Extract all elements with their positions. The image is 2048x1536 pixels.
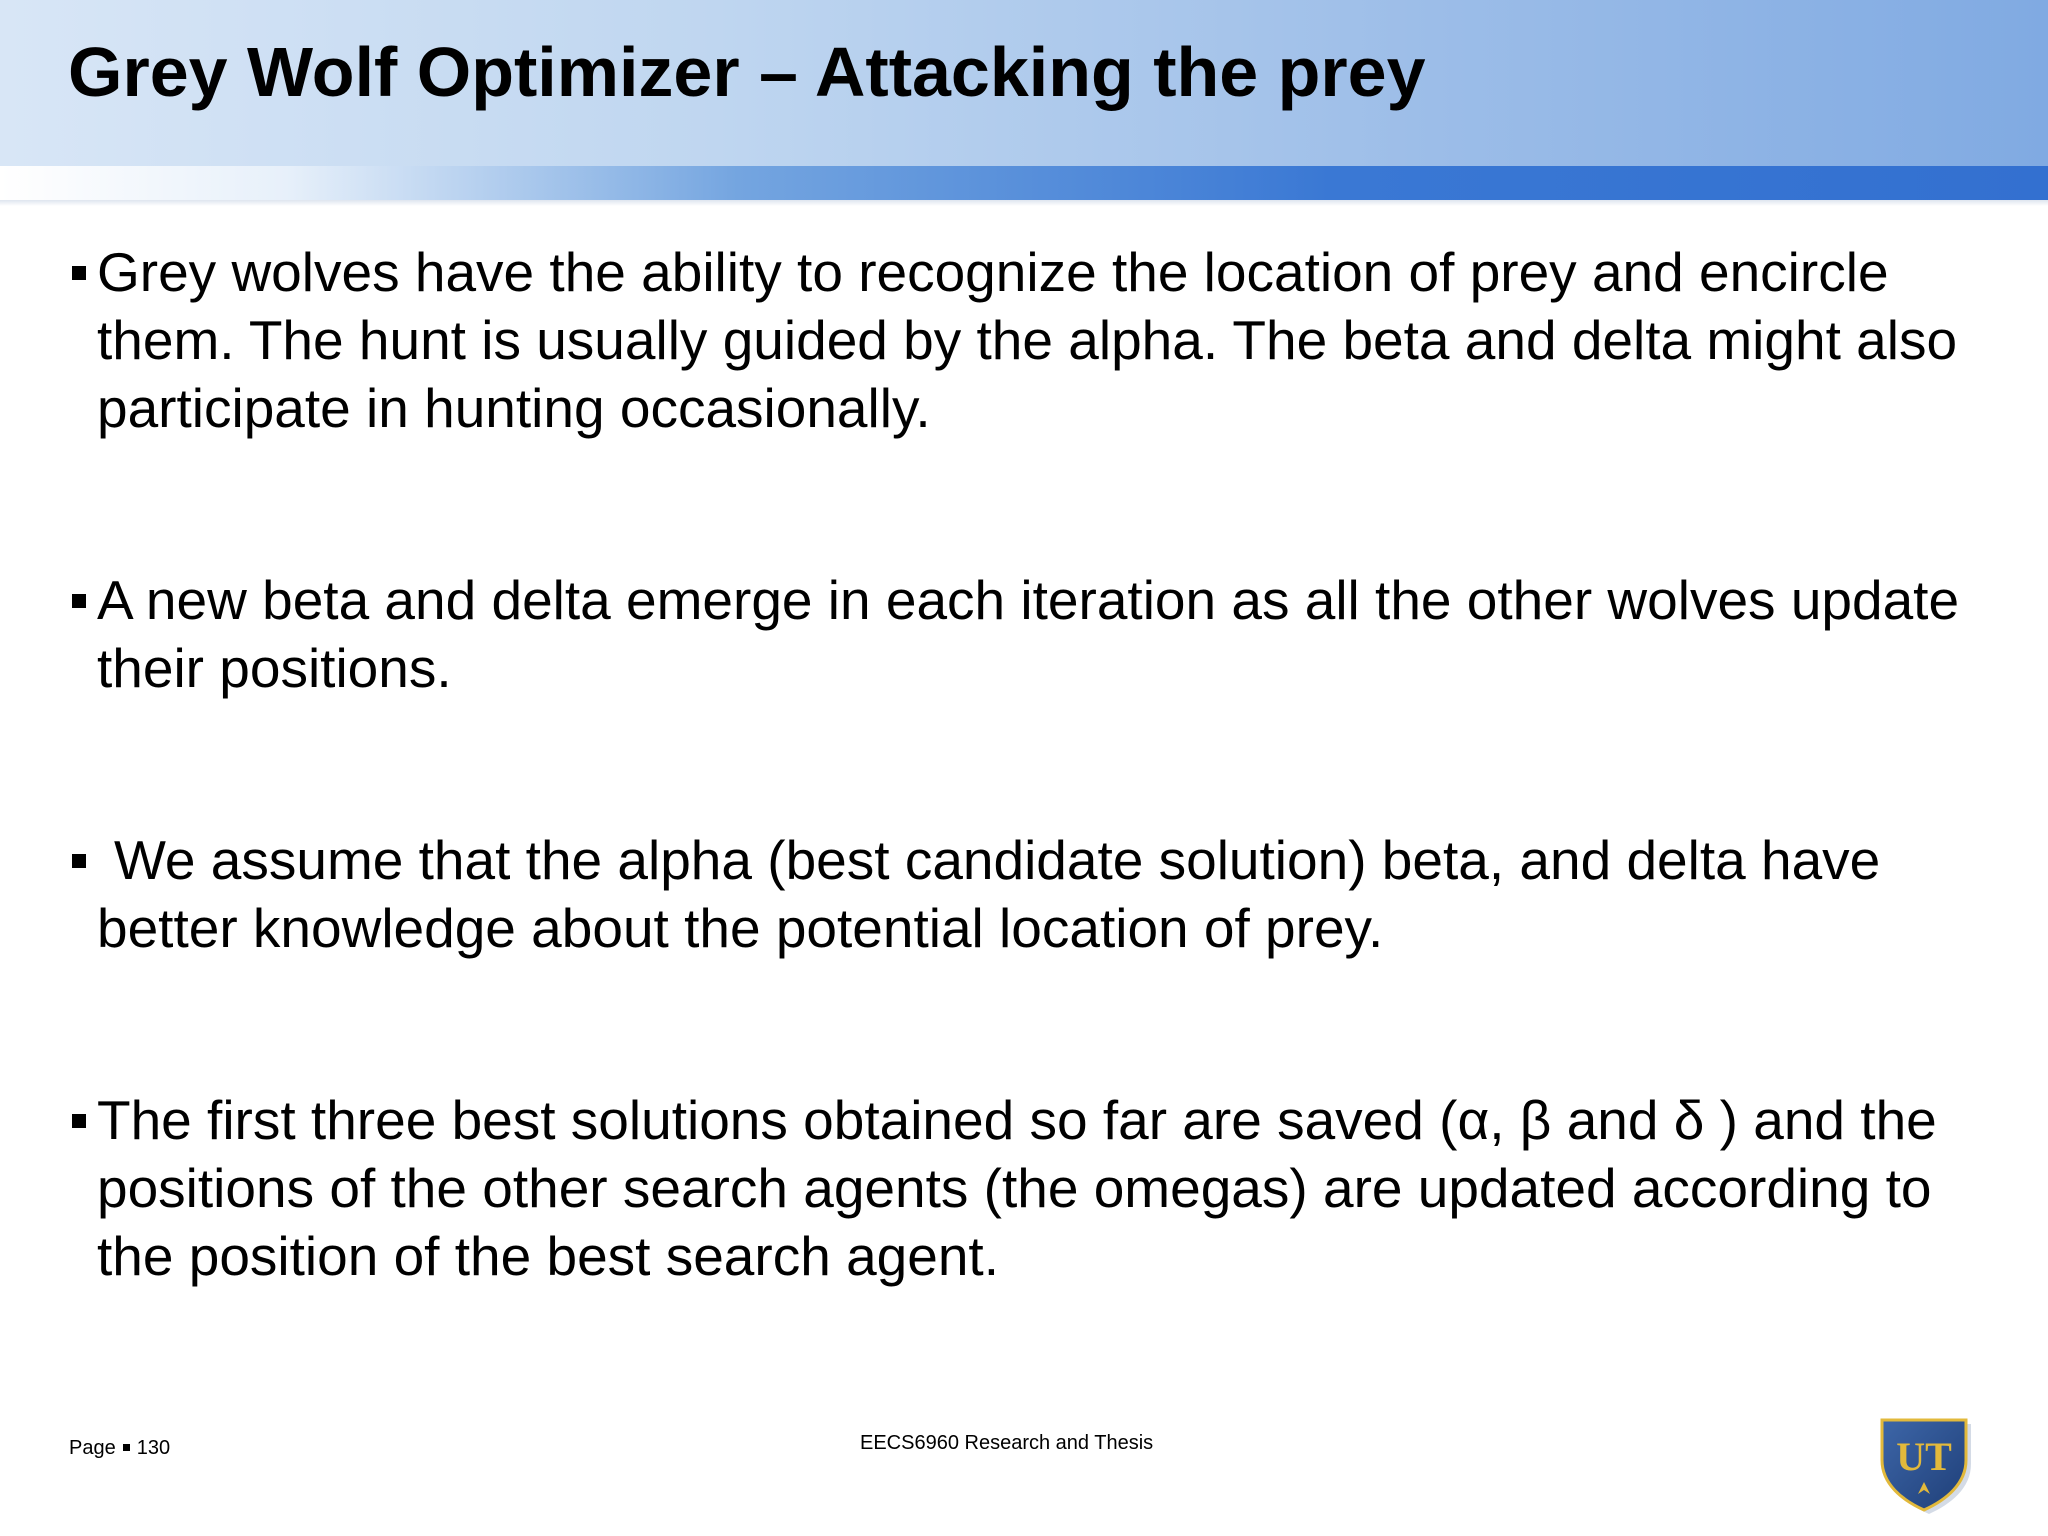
- bullet-item: [68, 238, 1988, 442]
- logo-text: UT: [1896, 1434, 1952, 1479]
- separator-icon: [123, 1444, 130, 1451]
- page-number-value: 130: [136, 1437, 171, 1459]
- square-bullet-icon: [72, 854, 86, 868]
- bullet-list: [68, 238, 1988, 1290]
- square-bullet-icon: [72, 1114, 86, 1128]
- square-bullet-icon: [72, 266, 86, 280]
- bullet-item: [68, 1086, 1988, 1290]
- header-stripe-shadow: [0, 200, 2048, 206]
- bullet-text: We assume that the alpha (best candidate solution) beta, and delta have better knowledge about the potential location of prey.: [97, 829, 1881, 959]
- university-shield-logo: [1874, 1410, 1978, 1514]
- slide-title: Grey Wolf Optimizer – Attacking the prey: [68, 33, 1426, 111]
- course-footer: EECS6960 Research and Thesis: [860, 1432, 1154, 1454]
- bullet-text: A new beta and delta emerge in each iteration as all the other wolves update their positions.: [97, 569, 1960, 699]
- bullet-item: [68, 566, 1988, 702]
- header-stripe: [0, 166, 2048, 200]
- square-bullet-icon: [72, 594, 86, 608]
- bullet-item: [68, 826, 1988, 962]
- page-number: [69, 1436, 170, 1460]
- bullet-text: The first three best solutions obtained so far are saved (α, β and δ ) and the positions of the other search agents (the omegas) are updated according to the position of the best search agent.: [97, 1089, 1937, 1287]
- bullet-text: Grey wolves have the ability to recognize the location of prey and encircle them. The hunt is usually guided by the alpha. The beta and delta might also participate in hunting occasionally.: [97, 241, 1958, 439]
- page-label: Page: [69, 1437, 116, 1459]
